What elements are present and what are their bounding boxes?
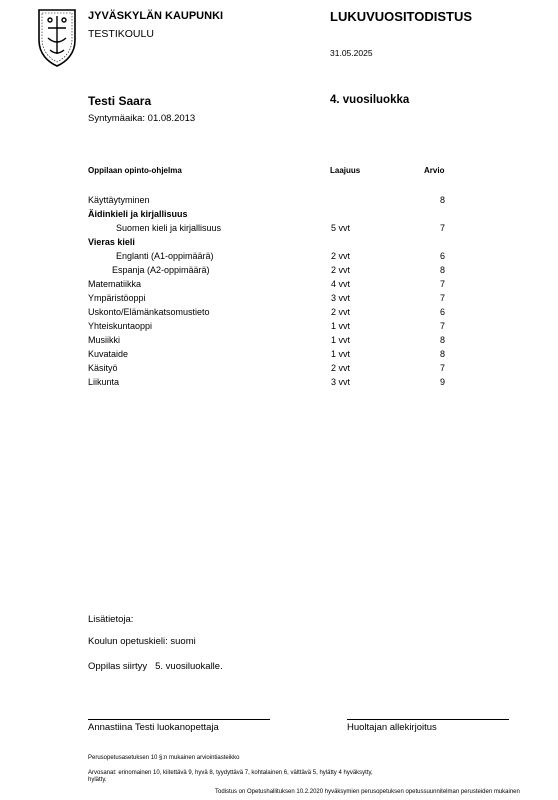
table-section-row [0,209,558,223]
row-subject: Englanti (A1-oppimäärä) [116,251,214,261]
row-subject: Suomen kieli ja kirjallisuus [116,223,222,233]
table-section-row [0,237,558,251]
row-grade: 8 [440,349,446,359]
row-grade: 8 [440,265,446,275]
row-scope: 5 vvt [331,223,351,233]
row-grade: 6 [440,251,446,261]
teaching-language: Koulun opetuskieli: suomi [88,636,196,647]
row-scope: 1 vvt [331,335,351,345]
table-row [0,349,558,363]
organization-name: JYVÄSKYLÄN KAUPUNKI [88,10,224,22]
row-scope: 1 vvt [331,349,351,359]
guardian-signature-label: Huoltajan allekirjoitus [347,722,437,733]
row-scope: 1 vvt [331,321,351,331]
row-subject: Kuvataide [88,349,129,359]
row-scope: 3 vvt [331,377,351,387]
section-heading: Äidinkieli ja kirjallisuus [88,209,188,219]
table-row [0,265,558,279]
grade-level: 4. vuosiluokka [330,94,410,106]
row-scope: 2 vvt [331,363,351,373]
additional-info-label: Lisätietoja: [88,614,134,625]
row-subject: Käyttäytyminen [88,195,150,205]
row-grade: 7 [440,279,446,289]
city-crest-logo [36,6,78,68]
row-scope: 2 vvt [331,251,351,261]
teacher-signature-label: Annastiina Testi luokanopettaja [88,722,219,733]
row-grade: 9 [440,377,446,387]
table-row [0,321,558,335]
row-scope: 2 vvt [331,265,351,275]
row-scope: 2 vvt [331,307,351,317]
promotion-prefix: Oppilas siirtyy [88,661,148,672]
document-title: LUKUVUOSITODISTUS [330,9,473,24]
row-grade: 6 [440,307,446,317]
promotion-statement [88,661,223,672]
column-header-grade: Arvio [424,166,445,175]
table-row [0,251,558,265]
document-date: 31.05.2025 [330,48,373,58]
table-row [0,307,558,321]
curriculum-statement: Todistus on Opetushallituksen 10.2.2020 hyväksymien perusopetuksen opetussuunnitelman perusteiden mukainen [215,789,520,795]
row-grade: 7 [440,223,446,233]
table-row [0,363,558,377]
row-grade: 8 [440,195,446,205]
column-header-scope: Laajuus [330,166,361,175]
promotion-target: 5. vuosiluokalle. [155,661,223,672]
column-header-subject: Oppilaan opinto-ohjelma [88,166,182,175]
grading-scale-legend: Arvosanat: erinomainen 10, kiitettävä 9, hyvä 8, tyydyttävä 7, kohtalainen 6, välttävä 5, hylätty 4 hyväksytty, hylätty. [88,770,373,783]
guardian-signature-line [347,719,509,720]
table-row [0,279,558,293]
table-row [0,377,558,391]
row-grade: 8 [440,335,446,345]
row-subject: Käsityö [88,363,118,373]
grading-scale-reference: Perusopetusasetuksen 10 §:n mukainen arviointiasteikko [88,755,240,761]
table-row [0,293,558,307]
school-name: TESTIKOULU [88,28,154,40]
row-scope: 4 vvt [331,279,351,289]
row-subject: Espanja (A2-oppimäärä) [112,265,210,275]
row-subject: Uskonto/Elämänkatsomustieto [88,307,210,317]
row-subject: Ympäristöoppi [88,293,146,303]
row-scope: 3 vvt [331,293,351,303]
section-heading: Vieras kieli [88,237,135,247]
row-grade: 7 [440,321,446,331]
table-row [0,195,558,209]
row-grade: 7 [440,293,446,303]
table-row [0,223,558,237]
row-subject: Matematiikka [88,279,142,289]
row-subject: Liikunta [88,377,120,387]
row-subject: Yhteiskuntaoppi [88,321,153,331]
table-row [0,335,558,349]
student-birth-date: Syntymäaika: 01.08.2013 [88,113,196,124]
teacher-signature-line [88,719,270,720]
student-name: Testi Saara [88,94,152,108]
row-grade: 7 [440,363,446,373]
row-subject: Musiikki [88,335,121,345]
